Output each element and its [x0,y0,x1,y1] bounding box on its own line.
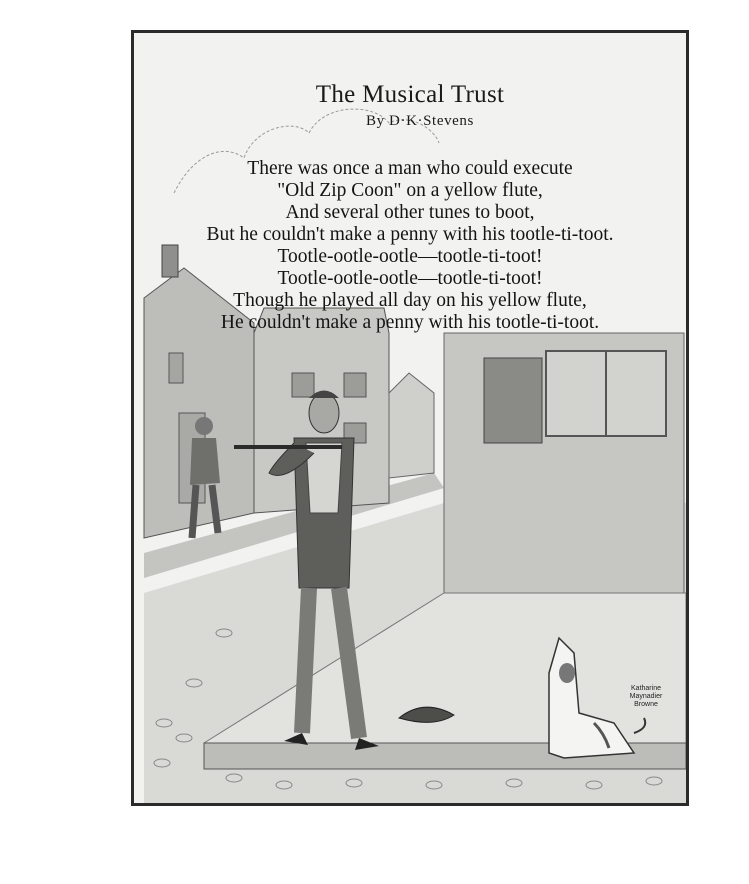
poem-title: The Musical Trust [315,81,505,108]
verse-line: Though he played all day on his yellow flute, [233,290,587,311]
distant-house [389,373,434,478]
verse-line: He couldn't make a penny with his tootle-ti-toot. [220,312,600,333]
verse-line: Tootle-ootle-ootle—tootle-ti-toot! [277,268,543,289]
street-scene-illustration [134,33,686,803]
verse-line: Tootle-ootle-ootle—tootle-ti-toot! [277,246,543,267]
illustration-frame [131,30,689,806]
artist-signature: Katharine Maynadier Browne [629,685,663,708]
verse-line: There was once a man who could execute [247,158,573,179]
verse-line: "Old Zip Coon" on a yellow flute, [277,180,543,201]
poem-verse [134,158,686,334]
poem-byline: By D·K·Stevens [366,113,474,129]
left-house-window [169,353,183,383]
verse-line: But he couldn't make a penny with his tootle-ti-toot. [206,224,614,245]
shutter [484,358,542,443]
verse-line: And several other tunes to boot, [285,202,535,223]
